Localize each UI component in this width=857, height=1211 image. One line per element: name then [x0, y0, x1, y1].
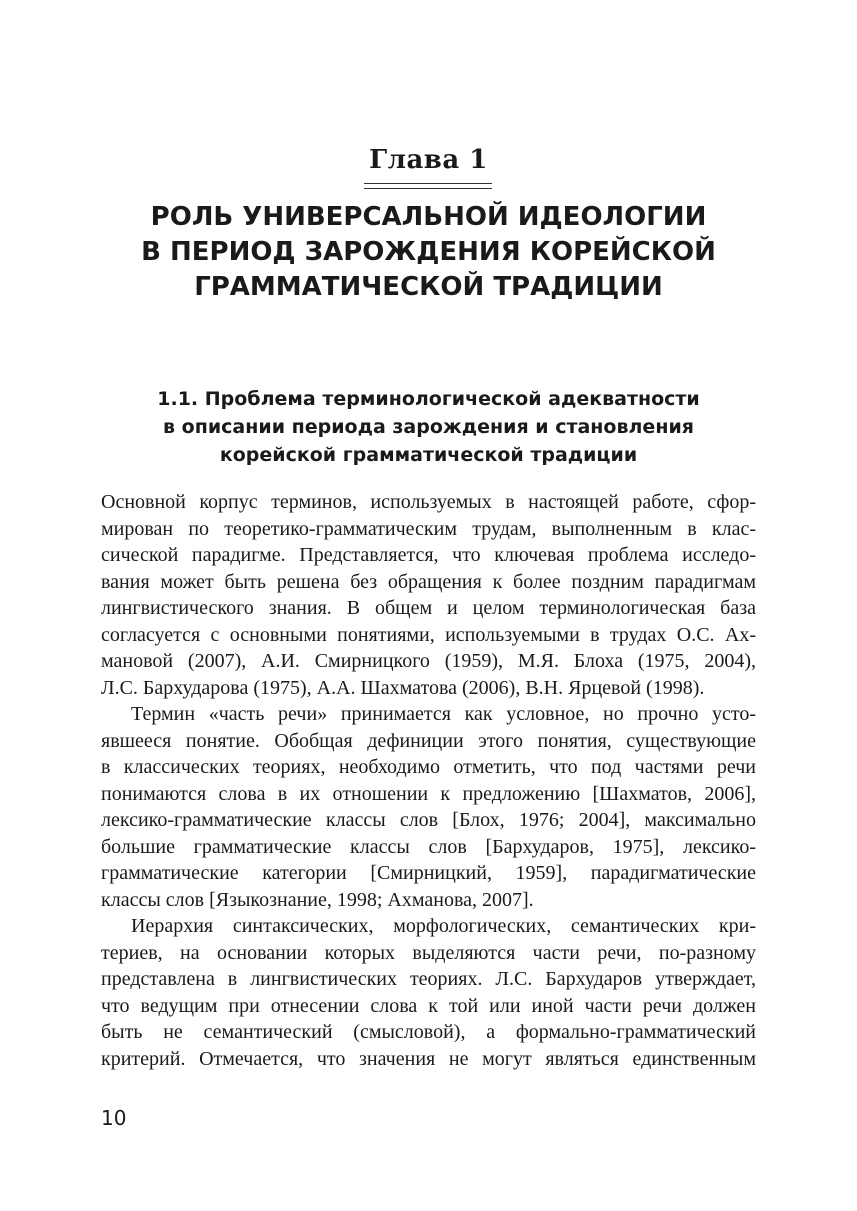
- text-line: согласуется с основными понятиями, используемыми в трудах О.С. Ах-: [101, 623, 756, 646]
- text-line: Основной корпус терминов, используемых в настоящей работе, сфор-: [101, 491, 756, 513]
- text-line: представлена в лингвистических теориях. Л.С. Бархударов утверждает,: [101, 968, 756, 990]
- chapter-label: Глава 1: [369, 145, 488, 175]
- page-number: 10: [101, 1106, 127, 1130]
- text-line: лексико-грамматические классы слов [Блох, 1976; 2004], максимально: [101, 809, 756, 831]
- text-line: вания может быть решена без обращения к более поздним парадигмам: [101, 570, 756, 593]
- section-title-line: в описании периода зарождения и становления: [163, 416, 694, 438]
- chapter-title-line: ГРАММАТИЧЕСКОЙ ТРАДИЦИИ: [194, 272, 663, 302]
- text-line: классы слов [Языкознание, 1998; Ахманова, 2007].: [101, 888, 534, 911]
- text-line: понимаются слова в их отношении к предложению [Шахматов, 2006],: [101, 782, 756, 805]
- chapter-title: [100, 200, 757, 305]
- text-line: критерий. Отмечается, что значения не могут являться единственным: [101, 1047, 756, 1070]
- body-text: [101, 489, 756, 1072]
- chapter-divider-top: [364, 183, 492, 184]
- text-line: большие грамматические классы слов [Бархударов, 1975], лексико-: [101, 835, 756, 858]
- section-title-line: 1.1. Проблема терминологической адекватности: [157, 388, 700, 410]
- chapter-title-line: РОЛЬ УНИВЕРСАЛЬНОЙ ИДЕОЛОГИИ: [150, 202, 707, 232]
- text-line: лингвистического знания. В общем и целом терминологическая база: [101, 597, 756, 619]
- text-line: териев, на основании которых выделяются части речи, по-разному: [101, 941, 756, 964]
- chapter-divider-bottom: [364, 188, 492, 189]
- text-line: быть не семантический (смысловой), а формально-грамматический: [101, 1021, 756, 1043]
- section-title-line: корейской грамматической традиции: [219, 444, 638, 466]
- text-line: мановой (2007), А.И. Смирницкого (1959), М.Я. Блоха (1975, 2004),: [101, 650, 756, 672]
- text-line: Иерархия синтаксических, морфологических, семантических кри-: [131, 915, 756, 937]
- text-line: Л.С. Бархударова (1975), А.А. Шахматова (2006), В.Н. Ярцевой (1998).: [101, 676, 705, 699]
- section-title: [100, 385, 757, 469]
- text-line: явшееся понятие. Обобщая дефиниции этого понятия, существующие: [101, 729, 756, 752]
- text-line: мирован по теоретико-грамматическим трудам, выполненным в клас-: [101, 517, 756, 540]
- text-line: что ведущим при отнесении слова к той или иной части речи должен: [101, 994, 756, 1017]
- text-line: в классических теориях, необходимо отметить, что под частями речи: [101, 756, 756, 778]
- text-line: грамматические категории [Смирницкий, 1959], парадигматические: [101, 862, 756, 884]
- chapter-title-line: В ПЕРИОД ЗАРОЖДЕНИЯ КОРЕЙСКОЙ: [141, 237, 716, 267]
- text-line: Термин «часть речи» принимается как условное, но прочно усто-: [131, 703, 756, 725]
- text-line: сической парадигме. Представляется, что ключевая проблема исследо-: [101, 544, 756, 566]
